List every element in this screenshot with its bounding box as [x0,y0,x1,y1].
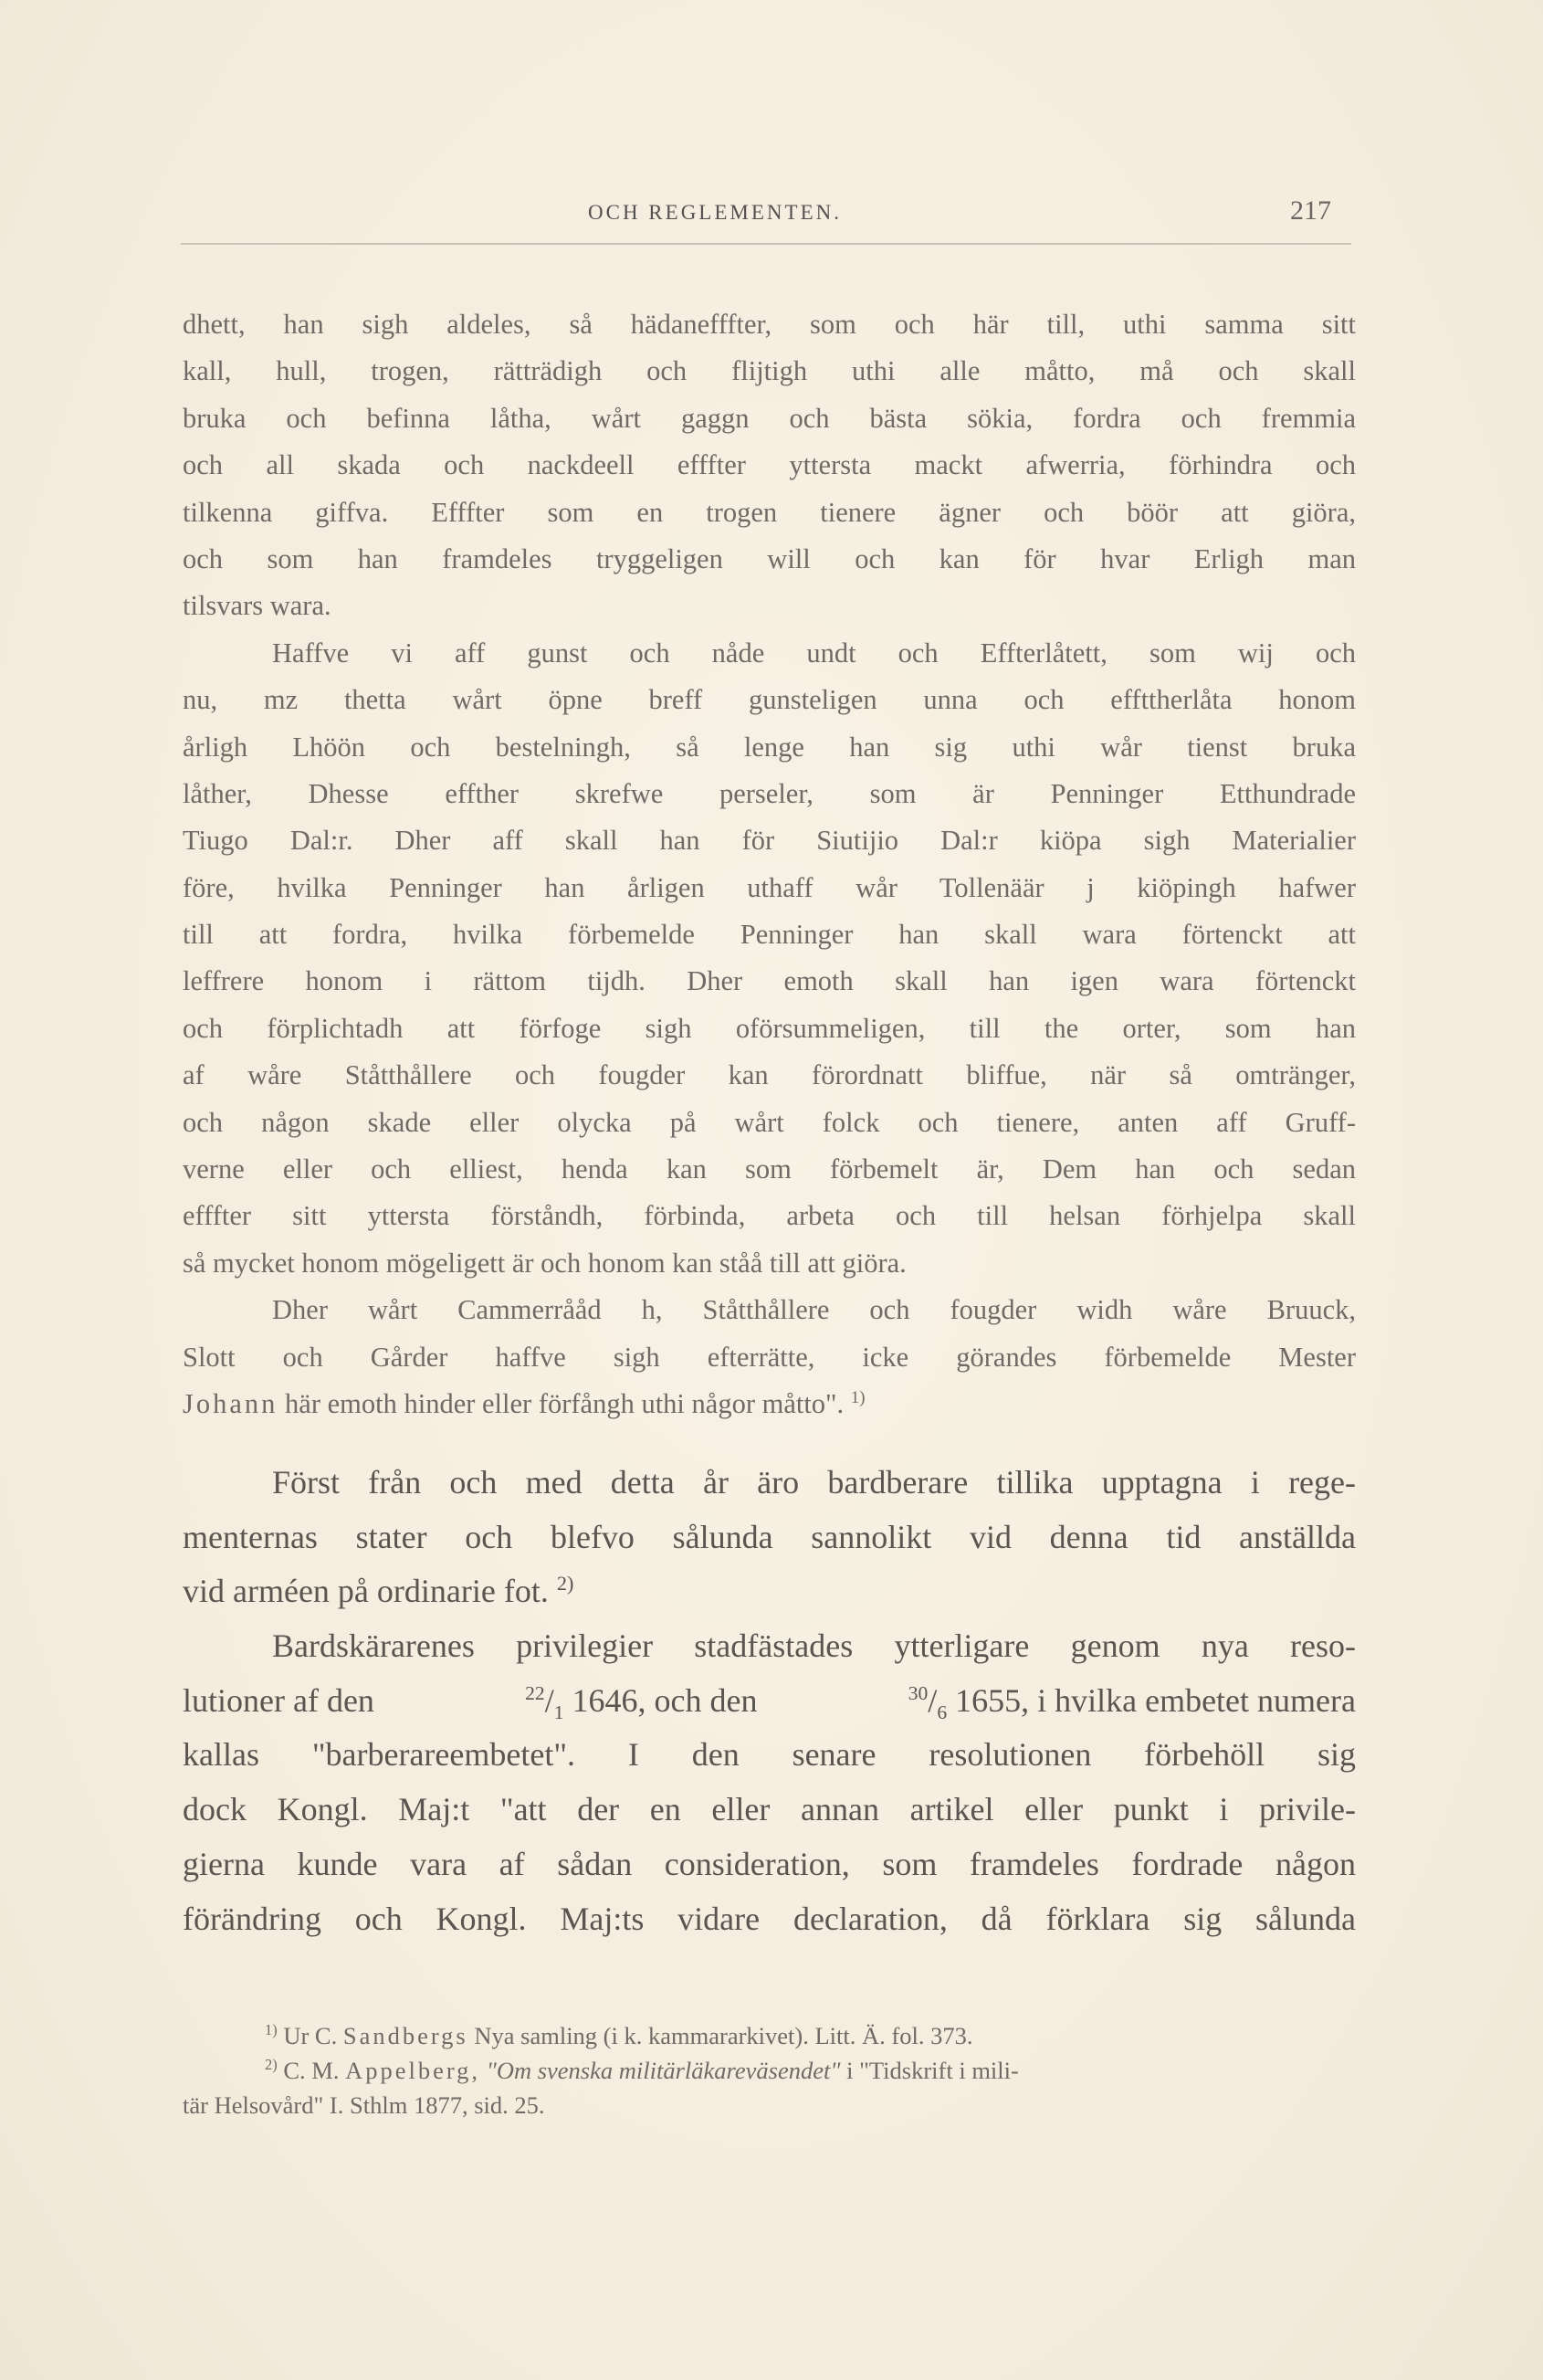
footnote-2-continued: tär Helsovård" I. Sthlm 1877, sid. 25. [183,2091,545,2119]
quote-name: Johann [183,1387,278,1419]
quote-line: kall, hull, trogen, rätträdigh och flijtigh uthi alle måtto, må och skall [183,355,1356,387]
quote-line: af wåre Ståtthållere och fougder kan förordnatt bliffue, när så omtränger, [183,1059,1356,1091]
paragraph-line: förändring och Kongl. Maj:ts vidare declaration, då förklara sig sålunda [183,1900,1356,1937]
quote-line: och all skada och nackdeell efffter yttersta mackt afwerria, förhindra och [183,449,1356,481]
quote-line: och som han framdeles tryggeligen will och kan för hvar Erligh man [183,542,1356,574]
footnote-mark: 2) [265,2056,278,2074]
fraction-denominator: 6 [937,1701,948,1723]
footnote-title: "Om svenska militärläkareväsendet" [486,2057,841,2084]
footnote-mark: 1) [265,2021,278,2039]
quote-line: tilsvars wara. [183,590,331,622]
quote-line: efffter sitt yttersta förståndh, förbinda, arbeta och till helsan förhjelpa skall [183,1200,1356,1232]
footnote-2 [183,2053,1356,2088]
quote-line: Haffve vi aff gunst och nåde undt och Effterlåtett, som wij och [272,637,1356,669]
date-fraction: $^{30}/_6$ 1655, i hvilka embetet numera [908,1681,1356,1723]
footnotes [183,2018,1356,2122]
paragraph-line [183,1564,1356,1619]
quote-line: före, hvilka Penninger han årligen uthaff wår Tollenäär j kiöpingh hafwer [183,871,1356,903]
footnote-text: i "Tidskrift i mili- [846,2057,1019,2084]
quote-line: Tiugo Dal:r. Dher aff skall han för Siutijio Dal:r kiöpa sigh Materialier [183,825,1356,857]
quote-line: verne eller och elliest, henda kan som förbemelt är, Dem han och sedan [183,1153,1356,1185]
paragraph-text: vid arméen på ordinarie fot. [183,1573,549,1610]
paragraph-text: 1646, och den [572,1681,758,1719]
quote-line: Dher wårt Cammerrååd h, Ståtthållere och fougder widh wåre Bruuck, [272,1294,1356,1326]
fraction-denominator: 1 [553,1701,564,1723]
footnote-text: Nya samling (i k. kammararkivet). Litt. Ä. fol. 373. [474,2022,973,2049]
quote-line: nu, mz thetta wårt öpne breff gunsteligen unna och effttherlåta honom [183,684,1356,716]
fraction-numerator: 22 [525,1681,545,1704]
header-rule [181,243,1351,245]
running-head [183,195,1351,232]
quote-last-line [183,1381,1356,1427]
quote-line: dhett, han sigh aldeles, så hädanefffter, som och här till, uthi samma sitt [183,309,1356,340]
footnote-author: Sandbergs [342,2022,468,2049]
paragraph-line: Först från och med detta år äro bardberare tillika upptagna i rege- [272,1464,1356,1501]
running-title: OCH REGLEMENTEN. [588,201,842,224]
quote-line: så mycket honom mögeligett är och honom kan ståå till att giöra. [183,1247,907,1279]
footnote-text: Ur C. [283,2022,338,2049]
paragraph-text: lutioner af den [183,1681,374,1719]
paragraph-line: menternas stater och blefvo sålunda sannolikt vid denna tid anställda [183,1518,1356,1555]
quote-line: och någon skade eller olycka på wårt folck och tienere, anten aff Gruff- [183,1106,1356,1138]
quote-last-text: här emoth hinder eller förfångh uthi någor måtto". [285,1387,845,1419]
quote-line: låther, Dhesse effther skrefwe perseler, som är Penninger Etthundrade [183,777,1356,809]
quote-line: årligh Lhöön och bestelningh, så lenge han sig uthi wår tienst bruka [183,731,1356,763]
footnote-1 [183,2018,1356,2053]
quote-line: Slott och Gårder haffve sigh efterrätte, icke görandes förbemelde Mester [183,1341,1356,1373]
quote-line: tilkenna giffva. Efffter som en trogen tienere ägner och böör att giöra, [183,496,1356,528]
quoted-document [183,301,1356,1427]
footnote-author: Appelberg, [345,2057,481,2084]
paragraph-line-dates [183,1674,1356,1729]
footnote-ref-1[interactable]: 1) [850,1387,866,1407]
footnote-ref-2[interactable]: 2) [556,1572,574,1595]
quote-line: leffrere honom i rättom tijdh. Dher emoth skall han igen wara förtenckt [183,965,1356,997]
footnote-text: C. M. [283,2057,340,2084]
main-text [183,1456,1356,1946]
paragraph-text: 1655, i hvilka embetet numera [955,1681,1356,1719]
fraction-numerator: 30 [908,1681,929,1704]
quote-line: bruka och befinna låtha, wårt gaggn och bästa sökia, fordra och fremmia [183,402,1356,434]
paragraph-line: kallas "barberareembetet". I den senare resolutionen förbehöll sig [183,1736,1356,1774]
paragraph-line: Bardskärarenes privilegier stadfästades ytterligare genom nya reso- [272,1627,1356,1665]
quote-line: och förplichtadh att förfoge sigh oförsummeligen, till the orter, som han [183,1012,1356,1044]
quote-line: till att fordra, hvilka förbemelde Penninger han skall wara förtenckt att [183,919,1356,951]
page-number: 217 [1290,195,1331,226]
paragraph-line: dock Kongl. Maj:t "att der en eller annan artikel eller punkt i privile- [183,1791,1356,1828]
date-fraction: $^{22}/_1$ 1646, och den [525,1681,758,1723]
paragraph-line: gierna kunde vara af sådan consideration, som framdeles fordrade någon [183,1845,1356,1882]
